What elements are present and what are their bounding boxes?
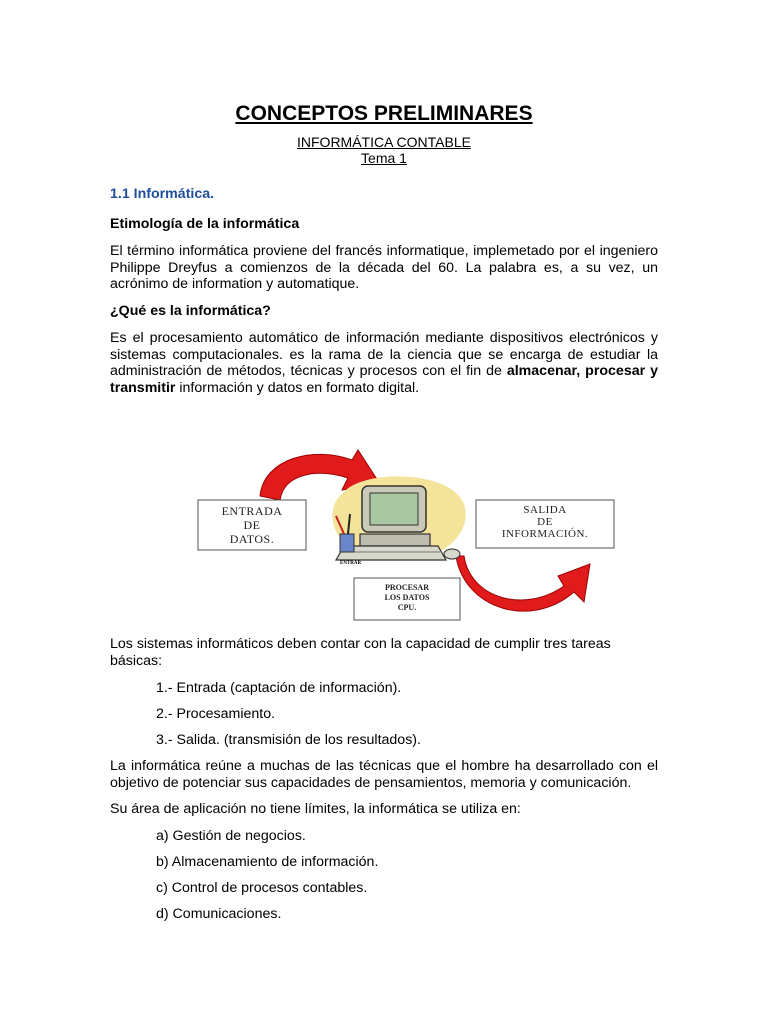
task-item-processing: 2.- Procesamiento. bbox=[156, 706, 276, 722]
etymology-paragraph: El término informática proviene del francés informatique, implemetado por el ingeniero Philippe Dreyfus a comienzos de la década del 60. La palabra es, a su vez, un acrónimo de information y automatique. bbox=[110, 243, 658, 293]
process-label-line1: PROCESAR bbox=[384, 583, 430, 592]
application-item-storage: b) Almacenamiento de información. bbox=[156, 854, 379, 870]
page-title: CONCEPTOS PRELIMINARES bbox=[235, 102, 533, 125]
definition-paragraph bbox=[110, 330, 658, 396]
process-label-line2: LOS DATOS bbox=[384, 593, 430, 602]
output-label-line1: SALIDA bbox=[523, 504, 567, 516]
techniques-paragraph: La informática reúne a muchas de las técnicas que el hombre ha desarrollado con el objetivo de potenciar sus capacidades de pensamientos, memoria y comunicación. bbox=[110, 758, 658, 791]
definition-heading: ¿Qué es la informática? bbox=[110, 303, 271, 319]
output-label-line2: DE bbox=[537, 516, 553, 528]
application-item-control: c) Control de procesos contables. bbox=[156, 880, 368, 896]
section-heading: 1.1 Informática. bbox=[110, 186, 215, 202]
output-label-line3: INFORMACIÓN. bbox=[501, 528, 589, 540]
process-label-line3: CPU. bbox=[397, 603, 417, 612]
tasks-intro: Los sistemas informáticos deben contar con la capacidad de cumplir tres tareas básicas: bbox=[110, 636, 611, 669]
application-item-communications: d) Comunicaciones. bbox=[156, 906, 282, 922]
document-subtitle: INFORMÁTICA CONTABLE bbox=[297, 134, 471, 150]
task-item-input: 1.- Entrada (captación de información). bbox=[156, 680, 402, 696]
definition-text-after: información y datos en formato digital. bbox=[175, 379, 420, 396]
definition-text-before: Es el procesamiento automático de información mediante dispositivos electrónicos y sistemas computacionales. es la rama de la ciencia que se encarga de estudiar la administración de métodos, técnicas y procesos con el fin de bbox=[110, 330, 658, 380]
applications-intro: Su área de aplicación no tiene límites, la informática se utiliza en: bbox=[110, 801, 521, 817]
definition-text-bold: almacenar, procesar y transmitir bbox=[110, 363, 658, 396]
input-label-line3: DATOS. bbox=[229, 532, 275, 546]
input-label-line1: ENTRADA bbox=[221, 504, 283, 518]
information-processing-diagram bbox=[194, 440, 618, 624]
enter-key-label: ENTRAR bbox=[340, 561, 362, 566]
application-item-business: a) Gestión de negocios. bbox=[156, 828, 306, 844]
task-item-output: 3.- Salida. (transmisión de los resultados). bbox=[156, 732, 421, 748]
topic-label: Tema 1 bbox=[361, 150, 407, 166]
etymology-heading: Etimología de la informática bbox=[110, 216, 300, 232]
input-label-line2: DE bbox=[243, 518, 261, 532]
